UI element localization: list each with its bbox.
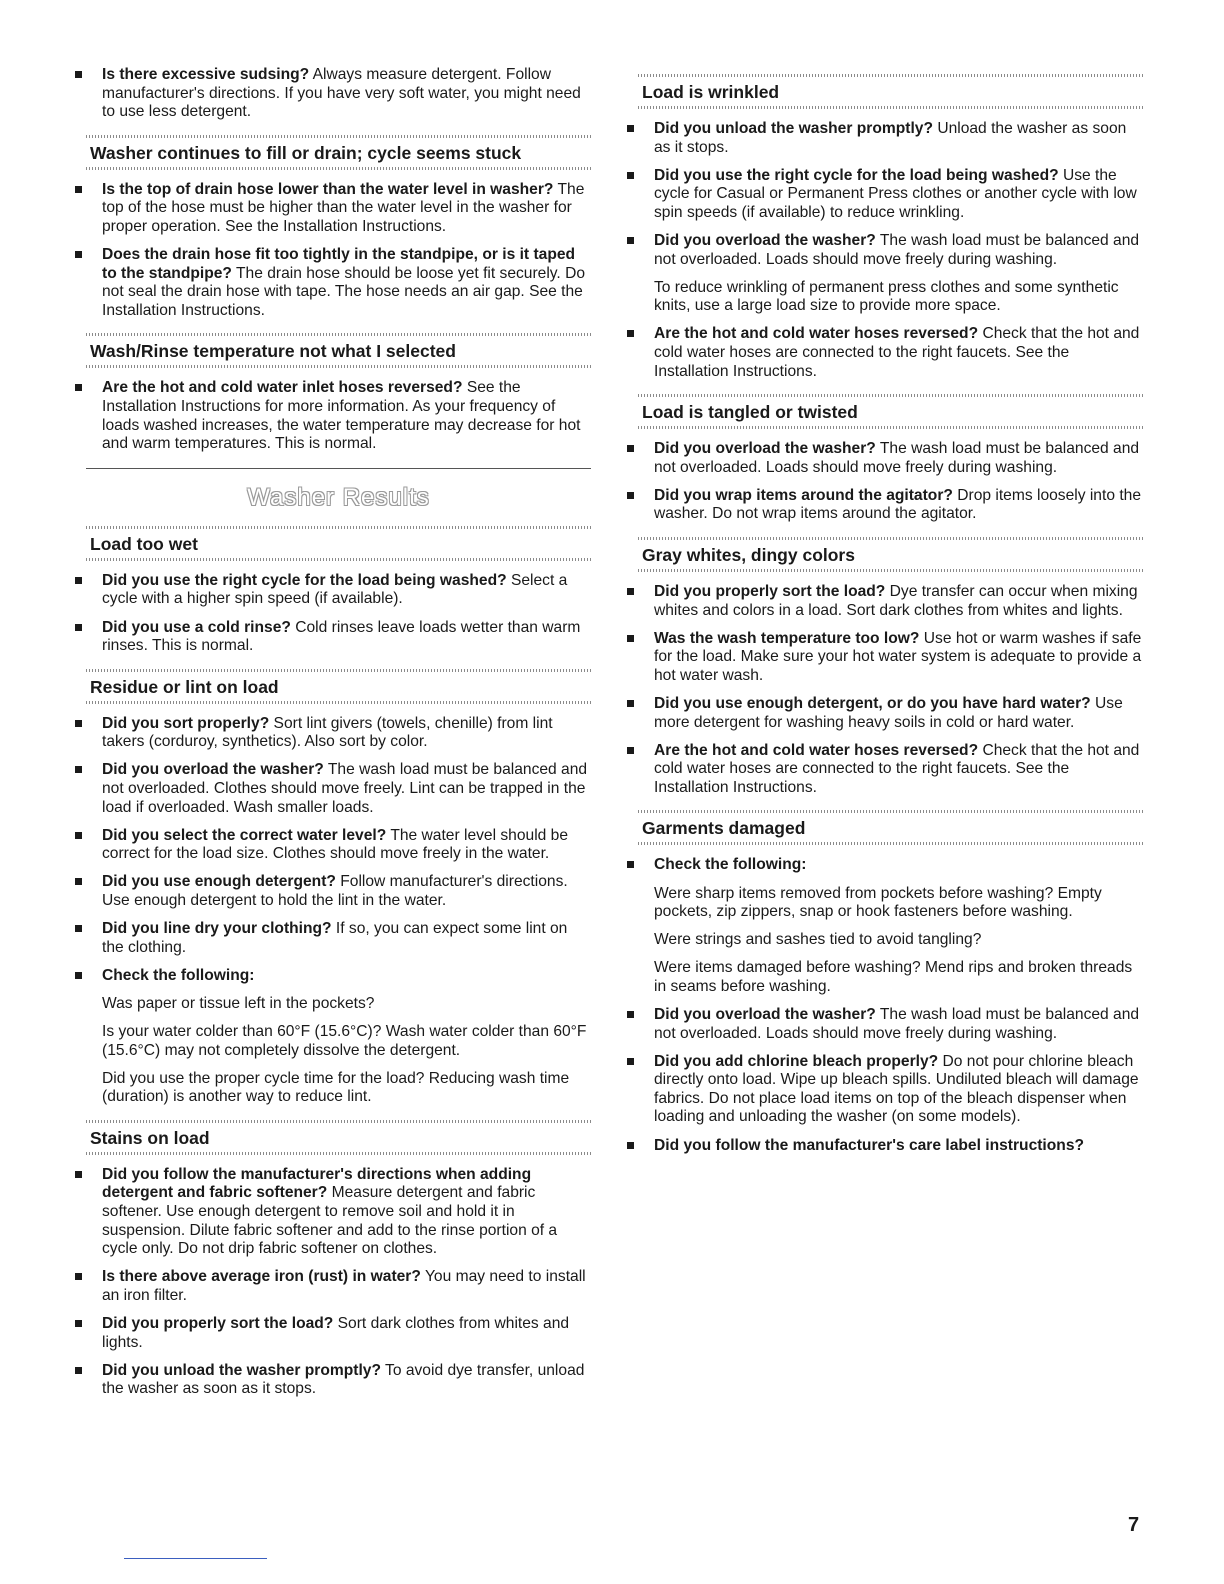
section-header xyxy=(638,394,1144,429)
list-item: Is the top of drain hose lower than the water level in washer? The top of the hose must be higher than the water level in the washer for proper operation. See the Installation Instructions. xyxy=(86,181,591,237)
left-column xyxy=(86,66,591,1408)
note-text: Were sharp items removed from pockets before washing? Empty pockets, zip zippers, snap or hook fasteners before washing. xyxy=(654,884,1102,921)
section-title: Gray whites, dingy colors xyxy=(642,545,855,565)
list-item: Check the following: xyxy=(86,967,591,986)
bullet-icon xyxy=(75,251,82,258)
list-item: Did you use a cold rinse? Cold rinses leave loads wetter than warm rinses. This is normal. xyxy=(86,619,591,656)
list-item: Did you add chlorine bleach properly? Do not pour chlorine bleach directly onto load. Wipe up bleach spills. Undiluted bleach will damage fabrics. Do not place load items on top of the bleach dispenser when loading and unloading the washer (on some models). xyxy=(638,1053,1144,1127)
list-item: Did you overload the washer? The wash load must be balanced and not overloaded. Clothes should move freely. Lint can be trapped in the load if overloaded. Wash smaller loads. xyxy=(86,761,591,817)
section-header xyxy=(86,669,591,704)
bullet-icon xyxy=(627,588,634,595)
list-item: Are the hot and cold water hoses reversed? Check that the hot and cold water hoses are connected to the right faucets. See the Installation Instructions. xyxy=(638,325,1144,381)
footer-line xyxy=(124,1558,267,1559)
note-text: Is your water colder than 60°F (15.6°C)? Wash water colder than 60°F (15.6°C) may not completely dissolve the detergent. xyxy=(102,1022,587,1059)
section-title: Washer continues to fill or drain; cycle seems stuck xyxy=(90,142,522,163)
bullet-icon xyxy=(75,384,82,391)
bullet-icon xyxy=(75,577,82,584)
list-item: Was the wash temperature too low? Use hot or warm washes if safe for the load. Make sure your hot water system is adequate to provide a hot water wash. xyxy=(638,630,1144,686)
divider xyxy=(86,468,591,469)
list-item: Did you line dry your clothing? If so, you can expect some lint on the clothing. xyxy=(86,920,591,957)
note-text: To reduce wrinkling of permanent press clothes and some synthetic knits, use a large load size to provide more space. xyxy=(654,278,1119,315)
list-item: Did you overload the washer? The wash load must be balanced and not overloaded. Loads should move freely during washing. xyxy=(638,232,1144,269)
list-item: Did you follow the manufacturer's directions when adding detergent and fabric softener? Measure detergent and fabric softener. Use enough detergent to remove soil and hold it in suspension. Dilute fabric softener and add to the rinse portion of a cycle only. Do not drip fabric softener on clothes. xyxy=(86,1166,591,1259)
list-item: Are the hot and cold water inlet hoses reversed? See the Installation Instructions for more information. As your frequency of loads washed increases, the water temperature may decrease for hot and warm temperatures. This is normal. xyxy=(86,379,591,453)
note-text: Was paper or tissue left in the pockets? xyxy=(102,994,375,1012)
bullet-icon xyxy=(627,172,634,179)
section-title: Load too wet xyxy=(90,533,198,554)
bullet-icon xyxy=(75,186,82,193)
section-title: Garments damaged xyxy=(642,818,806,839)
bullet-icon xyxy=(75,71,82,78)
right-column xyxy=(638,74,1144,1165)
bullet-icon xyxy=(75,1320,82,1327)
bullet-icon xyxy=(627,700,634,707)
section-header xyxy=(86,1120,591,1155)
bullet-icon xyxy=(75,1273,82,1280)
bullet-icon xyxy=(627,237,634,244)
list-item: Did you use the right cycle for the load being washed? Select a cycle with a higher spin speed (if available). xyxy=(86,572,591,609)
bullet-icon xyxy=(75,1367,82,1374)
list-item: Did you select the correct water level? The water level should be correct for the load size. Clothes should move freely in the water. xyxy=(86,827,591,864)
list-item: Did you overload the washer? The wash load must be balanced and not overloaded. Loads should move freely during washing. xyxy=(638,1006,1144,1043)
section-title: Load is tangled or twisted xyxy=(642,402,858,423)
bullet-icon xyxy=(75,766,82,773)
list-item: Did you properly sort the load? Sort dark clothes from whites and lights. xyxy=(86,1315,591,1352)
section-header xyxy=(86,333,591,368)
band-title: Washer Results xyxy=(247,483,430,511)
section-title: Load is wrinkled xyxy=(642,82,780,102)
note-text: Did you use the proper cycle time for the load? Reducing wash time (duration) is another way to reduce lint. xyxy=(102,1069,570,1106)
section-header xyxy=(638,537,1144,572)
list-item: Did you unload the washer promptly? To avoid dye transfer, unload the washer as soon as it stops. xyxy=(86,1362,591,1399)
list-item: Did you use the right cycle for the load being washed? Use the cycle for Casual or Permanent Press clothes or another cycle with low spin speeds (if available) to reduce wrinkling. xyxy=(638,167,1144,223)
bullet-icon xyxy=(75,925,82,932)
bullet-icon xyxy=(75,720,82,727)
section-title: Wash/Rinse temperature not what I selected xyxy=(90,341,456,362)
list-item: Did you sort properly? Sort lint givers (towels, chenille) from lint takers (corduroy, synthetics). Also sort by color. xyxy=(86,715,591,752)
list-item: Is there above average iron (rust) in water? You may need to install an iron filter. xyxy=(86,1268,591,1305)
bullet-icon xyxy=(627,1011,634,1018)
page-number: 7 xyxy=(1128,1514,1140,1536)
list-item: Did you follow the manufacturer's care label instructions? xyxy=(638,1137,1144,1156)
section-header xyxy=(86,135,591,170)
list-item: Did you properly sort the load? Dye transfer can occur when mixing whites and colors in a load. Sort dark clothes from whites and lights. xyxy=(638,583,1144,620)
list-item: Is there excessive sudsing? Always measure detergent. Follow manufacturer's directions. If you have very soft water, you might need to use less detergent. xyxy=(86,66,591,122)
section-title: Residue or lint on load xyxy=(90,676,279,697)
list-item: Did you use enough detergent, or do you have hard water? Use more detergent for washing heavy soils in cold or hard water. xyxy=(638,695,1144,732)
section-title: Stains on load xyxy=(90,1127,210,1148)
bullet-icon xyxy=(75,832,82,839)
section-header xyxy=(86,526,591,561)
bullet-icon xyxy=(627,861,634,868)
bullet-icon xyxy=(75,878,82,885)
bullet-icon xyxy=(627,125,634,132)
bullet-icon xyxy=(75,1171,82,1178)
bullet-icon xyxy=(627,330,634,337)
note-text: Were items damaged before washing? Mend rips and broken threads in seams before washing. xyxy=(654,959,1133,995)
section-header xyxy=(638,810,1144,845)
list-item: Did you use enough detergent? Follow manufacturer's directions. Use enough detergent to hold the lint in the water. xyxy=(86,873,591,910)
bullet-icon xyxy=(627,1058,634,1065)
bullet-icon xyxy=(75,624,82,631)
bullet-icon xyxy=(627,635,634,642)
bullet-icon xyxy=(627,1142,634,1149)
bullet-icon xyxy=(627,445,634,452)
list-item: Did you overload the washer? The wash load must be balanced and not overloaded. Loads should move freely during washing. xyxy=(638,440,1144,477)
bullet-icon xyxy=(627,492,634,499)
bullet-icon xyxy=(627,747,634,754)
note-text: Were strings and sashes tied to avoid tangling? xyxy=(654,931,982,949)
list-item: Are the hot and cold water hoses reversed? Check that the hot and cold water hoses are connected to the right faucets. See the Installation Instructions. xyxy=(638,742,1144,798)
list-item: Did you wrap items around the agitator? Drop items loosely into the washer. Do not wrap items around the agitator. xyxy=(638,487,1144,524)
list-item: Check the following: xyxy=(638,856,1144,875)
list-item: Does the drain hose fit too tightly in the standpipe, or is it taped to the standpipe? The drain hose should be loose yet fit securely. Do not seal the drain hose with tape. The hose needs an air gap. See the Installation Instructions. xyxy=(86,246,591,320)
bullet-icon xyxy=(75,972,82,979)
list-item: Did you unload the washer promptly? Unload the washer as soon as it stops. xyxy=(638,120,1144,157)
section-header xyxy=(638,74,1144,109)
